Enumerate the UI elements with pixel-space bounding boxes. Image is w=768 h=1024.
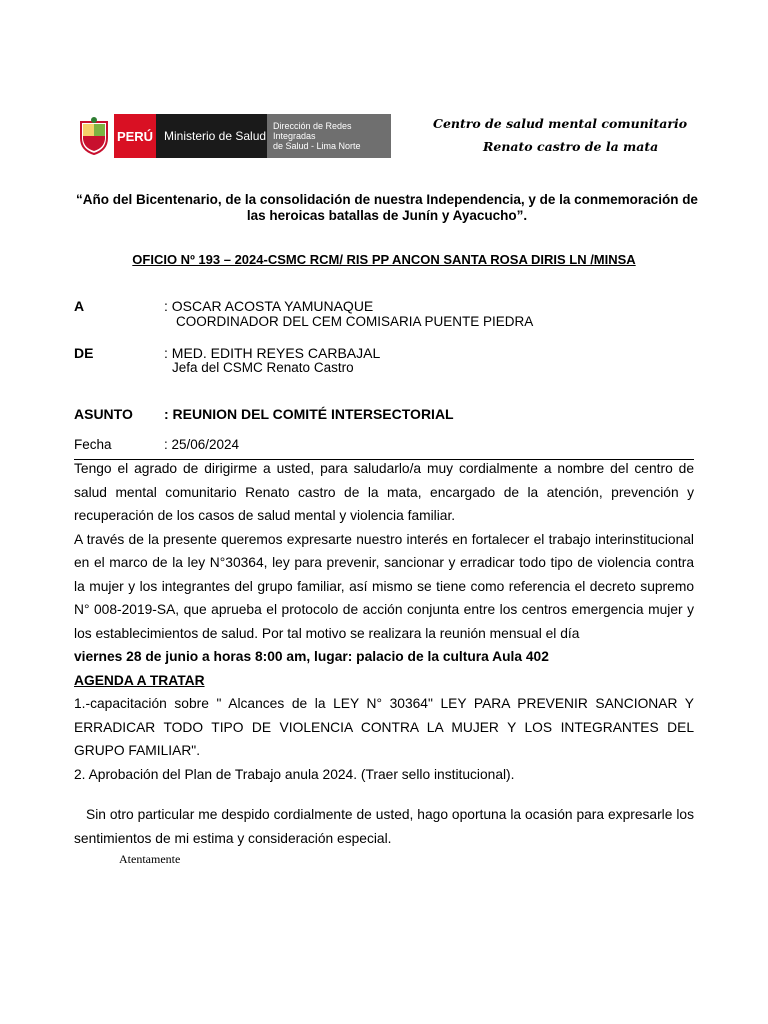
- agenda-title: AGENDA A TRATAR: [74, 672, 205, 688]
- paragraph-purpose: A través de la presente queremos expresarte nuestro interés en fortalecer el trabajo interinstitucional en el marco de la ley N°30364, ley para prevenir, sancionar y erradicar todo tipo de violencia contra la mujer y los integrantes del grupo familiar, así mismo se tiene como referencia el decreto supremo N° 008-2019-SA, que aprueba el protocolo de acción conjunta entre los centros emergencia mujer y los establecimientos de salud. Por tal motivo se realizara la reunión mensual el día: [74, 531, 694, 641]
- from-role: Jefa del CSMC Renato Castro: [172, 360, 354, 375]
- center-name-line-2: Renato castro de la mata: [483, 139, 659, 154]
- to-role: COORDINADOR DEL CEM COMISARIA PUENTE PIEDRA: [176, 314, 534, 329]
- ministry-logo: [74, 114, 391, 158]
- letter-body: [74, 457, 694, 786]
- peru-label: PERÚ: [114, 114, 156, 158]
- closing-paragraph: Sin otro particular me despido cordialmente de usted, hago oportuna la ocasión para expresarle los sentimientos de mi estima y consideración especial.: [74, 807, 694, 846]
- signoff: Atentamente: [119, 852, 181, 866]
- diris-label: [267, 114, 391, 158]
- subject-value: : REUNION DEL COMITÉ INTERSECTORIAL: [164, 406, 454, 422]
- ministry-label: Ministerio de Salud: [156, 114, 267, 158]
- from-label: DE: [74, 345, 94, 361]
- to-name: : OSCAR ACOSTA YAMUNAQUE: [164, 298, 374, 314]
- center-name-line-1: Centro de salud mental comunitario: [433, 116, 688, 131]
- oficio-number: OFICIO Nº 193 – 2024-CSMC RCM/ RIS PP ANCON SANTA ROSA DIRIS LN /MINSA: [132, 252, 636, 267]
- paragraph-greeting: Tengo el agrado de dirigirme a usted, para saludarlo/a muy cordialmente a nombre del centro de salud mental comunitario Renato castro de la mata, encargado de la atención, prevención y recuperación de los casos de salud mental y violencia familiar.: [74, 461, 694, 523]
- from-name: : MED. EDITH REYES CARBAJAL: [164, 345, 381, 361]
- year-motto: “Año del Bicentenario, de la consolidación de nuestra Independencia, y de la conmemoración de las heroicas batallas de Junín y Ayacucho”.: [76, 192, 698, 223]
- date-label: Fecha: [74, 437, 112, 452]
- meeting-details: viernes 28 de junio a horas 8:00 am, lugar: palacio de la cultura Aula 402: [74, 649, 549, 664]
- agenda-item-1: 1.-capacitación sobre " Alcances de la LEY N° 30364" LEY PARA PREVENIR SANCIONAR Y ERRADICAR TODO TIPO DE VIOLENCIA CONTRA LA MUJER Y LOS INTEGRANTES DEL GRUPO FAMILIAR".: [74, 696, 694, 758]
- diris-line-2: de Salud - Lima Norte: [273, 141, 361, 151]
- to-label: A: [74, 298, 85, 314]
- date-value: : 25/06/2024: [164, 437, 240, 452]
- diris-line-1: Dirección de Redes Integradas: [273, 121, 352, 141]
- coat-of-arms-icon: [74, 114, 114, 158]
- agenda-item-2: 2. Aprobación del Plan de Trabajo anula 2024. (Traer sello institucional).: [74, 766, 515, 782]
- subject-label: ASUNTO: [74, 406, 133, 422]
